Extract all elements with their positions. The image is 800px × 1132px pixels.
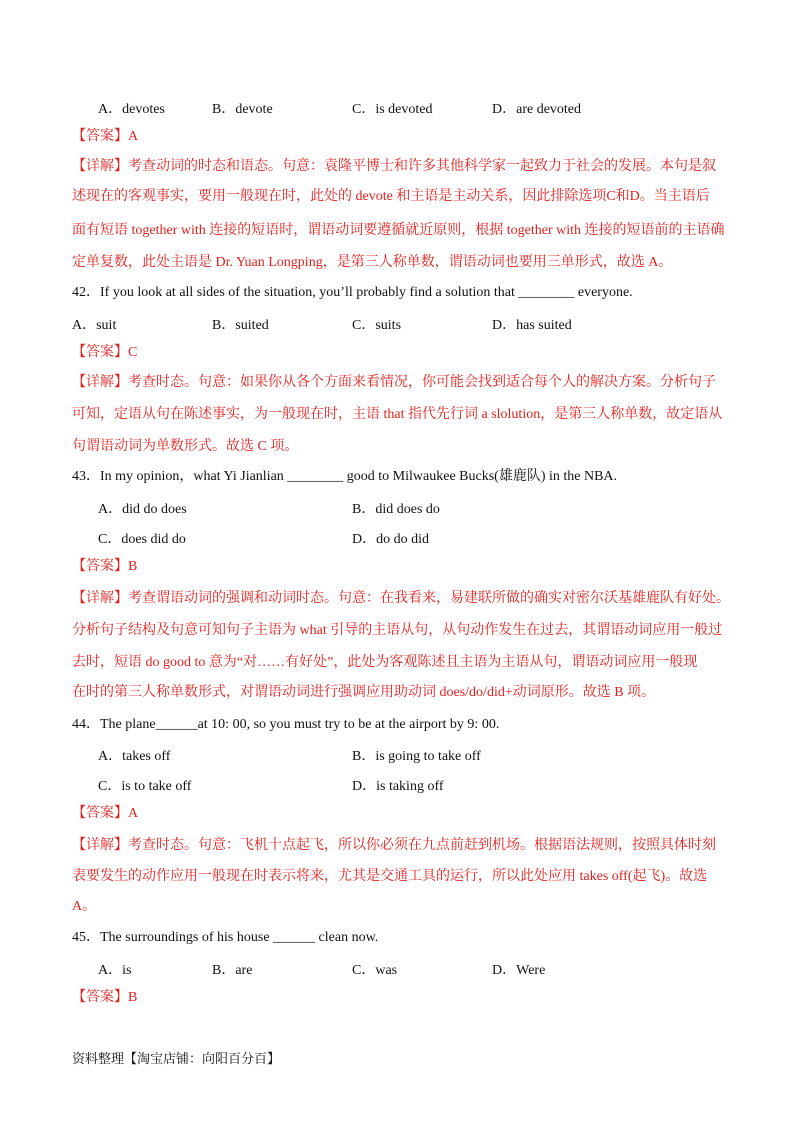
q43-option-b: B．did does do [352,502,440,517]
q41-detail-line: 【详解】考查动词的时态和语态。句意：袁隆平博士和许多其他科学家一起致力于社会的发展。本句是叙 [72,159,716,174]
q43-option-c: C．does did do [98,532,186,547]
q41-option-c: C．is devoted [352,102,433,117]
q44-option-b: B．is going to take off [352,749,481,764]
page-footer: 资料整理【淘宝店铺：向阳百分百】 [72,1051,281,1066]
q45-option-d: D．Were [492,963,546,978]
q43-detail-line: 分析句子结构及句意可知句子主语为 what 引导的主语从句，从句动作发生在过去，其谓语动词应用一般过 [72,623,723,638]
q42-option-a: A．suit [72,318,117,333]
q41-option-a: A．devotes [98,102,165,117]
q44-option-d: D．is taking off [352,779,444,794]
q41-detail-line: 定单复数，此处主语是 Dr. Yuan Longping，是第三人称单数，谓语动词也要用三单形式，故选 A。 [72,255,673,270]
q44-detail-line: 【详解】考查时态。句意：飞机十点起飞，所以你必须在九点前赶到机场。根据语法规则，按照具体时刻 [72,838,716,853]
q43-option-a: A．did do does [98,502,187,517]
q41-detail-line: 述现在的客观事实，要用一般现在时，此处的 devote 和主语是主动关系，因此排除选项C和D。当主语后 [72,189,710,204]
q42-detail-line: 【详解】考查时态。句意：如果你从各个方面来看情况，你可能会找到适合每个人的解决方案。分析句子 [72,375,716,390]
q42-option-c: C．suits [352,318,402,333]
q44-detail-line: A。 [72,899,97,914]
q41-option-d: D．are devoted [492,102,582,117]
q44-detail-line: 表要发生的动作应用一般现在时表示将来，尤其是交通工具的运行，所以此处应用 takes off(起飞)。故选 [72,869,708,884]
q45-answer: 【答案】B [72,990,138,1005]
q45-option-a: A．is [98,963,132,978]
q43-stem: 43．In my opinion，what Yi Jianlian ________ good to Milwaukee Bucks(雄鹿队) in the NBA. [72,469,618,484]
q42-stem: 42．If you look at all sides of the situation, you’ll probably find a solution that ________ everyone. [72,285,633,300]
q43-answer: 【答案】B [72,559,138,574]
q45-option-c: C．was [352,963,398,978]
q45-option-b: B．are [212,963,253,978]
q44-answer: 【答案】A [72,806,139,821]
q44-stem: 44．The plane______at 10: 00, so you must try to be at the airport by 9: 00. [72,717,500,732]
q43-option-d: D．do do did [352,532,429,547]
q43-detail-line: 在时的第三人称单数形式，对谓语动词进行强调应用助动词 does/do/did+动词原形。故选 B 项。 [72,685,656,700]
q44-option-a: A．takes off [98,749,171,764]
q43-detail-line: 【详解】考查谓语动词的强调和动词时态。句意：在我看来，易建联所做的确实对密尔沃基雄鹿队有好处。 [72,591,730,606]
q43-detail-line: 去时，短语 do good to 意为“对……有好处”，此处为客观陈述且主语为主语从句，谓语动词应用一般现 [72,655,698,670]
q41-detail-line: 面有短语 together with 连接的短语时，谓语动词要遵循就近原则，根据 together with 连接的短语前的主语确 [72,223,725,238]
q44-option-c: C．is to take off [98,779,192,794]
q41-option-b: B．devote [212,102,273,117]
q42-detail-line: 可知，定语从句在陈述事实，为一般现在时，主语 that 指代先行词 a slolution，是第三人称单数，故定语从 [72,407,723,422]
q42-detail-line: 句谓语动词为单数形式。故选 C 项。 [72,439,299,454]
q42-option-b: B．suited [212,318,269,333]
q41-answer: 【答案】A [72,129,139,144]
q42-option-d: D．has suited [492,318,572,333]
q45-stem: 45．The surroundings of his house ______ clean now. [72,930,379,945]
q42-answer: 【答案】C [72,345,138,360]
